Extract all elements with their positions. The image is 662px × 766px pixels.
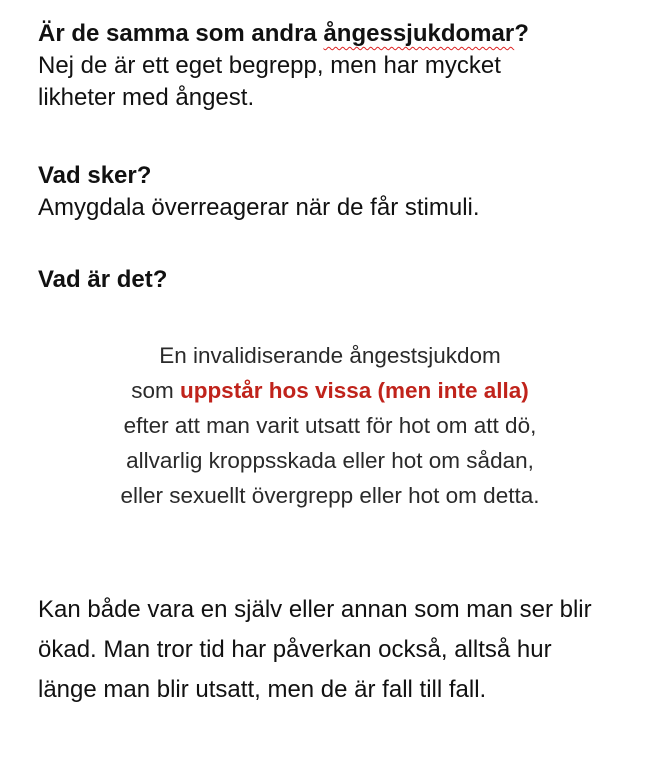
body-duration: Kan både vara en själv eller annan som man ser blir ökad. Man tror tid har påverkan också, alltså hur länge man blir utsatt, men de är fall till fall. <box>38 596 592 703</box>
heading-what-happens: Vad sker? <box>38 162 152 189</box>
quote-line-1: En invalidiserande ångestsjukdom <box>159 343 501 368</box>
quote-line-3: efter att man varit utsatt för hot om att dö, <box>123 413 537 438</box>
definition-quote-image <box>38 338 622 513</box>
section-what-happens <box>38 160 628 224</box>
spellcheck-flagged-word[interactable]: ångessjukdomar <box>323 20 515 47</box>
quote-line-4: allvarlig kroppsskada eller hot om sådan, <box>126 448 534 473</box>
quote-line-5: eller sexuellt övergrepp eller hot om detta. <box>120 483 540 508</box>
heading-same-as-anxiety: Är de samma som andra ångessjukdomar? <box>38 20 529 47</box>
section-same-as-anxiety <box>38 18 628 114</box>
quote-line-2: som uppstår hos vissa (men inte alla) <box>131 378 529 403</box>
quote-highlight: uppstår hos vissa (men inte alla) <box>179 378 529 403</box>
body-what-happens: Amygdala överreagerar när de får stimuli. <box>38 194 480 221</box>
body-same-as-anxiety: Nej de är ett eget begrepp, men har mycket likheter med ångest. <box>38 52 501 111</box>
section-what-is-it <box>38 264 628 296</box>
heading-what-is-it: Vad är det? <box>38 266 168 293</box>
section-duration <box>38 590 628 710</box>
